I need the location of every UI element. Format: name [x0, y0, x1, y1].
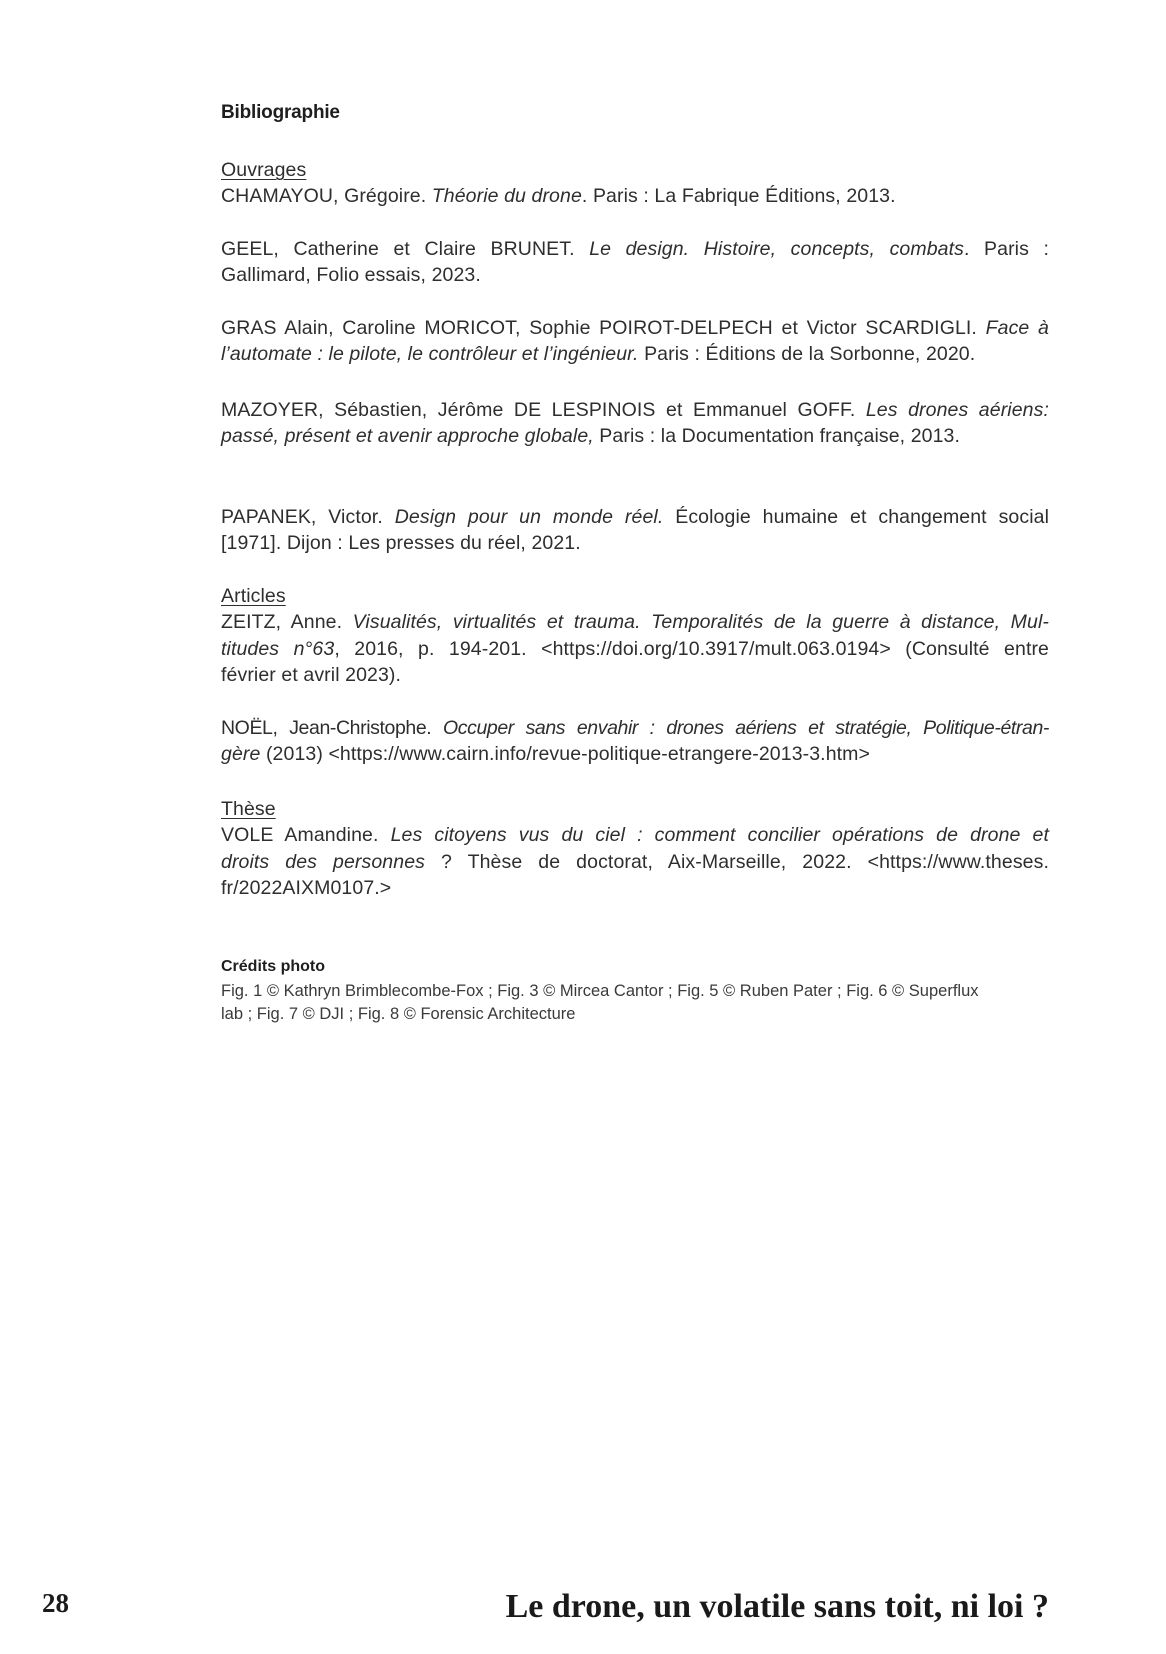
running-title: Le drone, un volatile sans toit, ni loi ?	[505, 1588, 1049, 1625]
entry-publisher: [1971]. Dijon : Les presses du réel, 2021.	[221, 532, 581, 554]
section-title-articles: Articles	[221, 585, 286, 607]
entry-title: Théorie du drone	[431, 185, 582, 207]
page-number: 28	[42, 1588, 69, 1618]
entry-title-cont: passé, présent et avenir approche globale,	[221, 425, 594, 447]
entry-author: CHAMAYOU, Grégoire.	[221, 185, 432, 207]
entry-institution: ? Thèse de doctorat, Aix-Marseille, 2022. <https://www.theses.	[425, 851, 1049, 873]
entry-publisher: Paris : Éditions de la Sorbonne, 2020.	[638, 343, 976, 365]
entry-author: GEEL, Catherine et Claire BRUNET.	[221, 238, 590, 260]
bibliography-heading: Bibliographie	[221, 102, 340, 123]
entry-title: Le design. Histoire, concepts, combats	[589, 238, 964, 260]
entry-doi: , 2016, p. 194-201. <https://doi.org/10.3917/mult.063.0194> (Consulté entre	[334, 638, 1049, 660]
entry-title-cont: droits des personnes	[221, 851, 425, 873]
entry-author: NOËL, Jean-Christophe.	[221, 717, 443, 739]
entry-url: (2013) <https://www.cairn.info/revue-politique-etrangere-2013-3.htm>	[260, 743, 870, 765]
credits-heading: Crédits photo	[221, 958, 325, 975]
entry-journal-cont: gère	[221, 743, 261, 765]
entry-title: Les drones aériens:	[865, 399, 1049, 421]
entry-author: MAZOYER, Sébastien, Jérôme DE LESPINOIS et Emmanuel GOFF.	[221, 399, 866, 421]
entry-publisher-cont: Gallimard, Folio essais, 2023.	[221, 264, 481, 286]
entry-author: GRAS Alain, Caroline MORICOT, Sophie POIROT-DELPECH et Victor SCARDIGLI.	[221, 317, 986, 339]
entry-author: VOLE Amandine.	[221, 824, 391, 846]
entry-url-cont: fr/2022AIXM0107.>	[221, 877, 392, 899]
entry-title: Occuper sans envahir : drones aériens et stratégie, Politique-étran-	[442, 717, 1049, 739]
section-title-these: Thèse	[221, 798, 276, 820]
entry-title: Face à	[985, 317, 1049, 339]
entry-publisher: . Paris :	[963, 238, 1049, 260]
entry-author: PAPANEK, Victor.	[221, 506, 395, 528]
entry-subtitle: Écologie humaine et changement social	[663, 506, 1050, 528]
entry-author: ZEITZ, Anne.	[221, 611, 353, 633]
credits-line-1: Fig. 1 © Kathryn Brimblecombe-Fox ; Fig. 3 © Mircea Cantor ; Fig. 5 © Ruben Pater ; Fig. 6 © Superflux	[221, 982, 979, 1000]
entry-publisher: . Paris : La Fabrique Éditions, 2013.	[581, 185, 896, 207]
entry-publisher: Paris : la Documentation française, 2013.	[593, 425, 961, 447]
entry-title: Les citoyens vus du ciel : comment concilier opérations de drone et	[390, 824, 1049, 846]
credits-line-2: lab ; Fig. 7 © DJI ; Fig. 8 © Forensic Architecture	[221, 1005, 576, 1023]
section-title-ouvrages: Ouvrages	[221, 159, 307, 181]
bib-entry-chamayou	[221, 183, 1049, 210]
entry-title: Visualités, virtualités et trauma. Temporalités de la guerre à distance, Mul-	[352, 611, 1049, 633]
entry-title-cont: l’automate : le pilote, le contrôleur et l’ingénieur.	[221, 343, 639, 365]
entry-consulted: février et avril 2023).	[221, 664, 402, 686]
entry-title: Design pour un monde réel.	[394, 506, 664, 528]
entry-journal: titudes n°63	[221, 638, 335, 660]
